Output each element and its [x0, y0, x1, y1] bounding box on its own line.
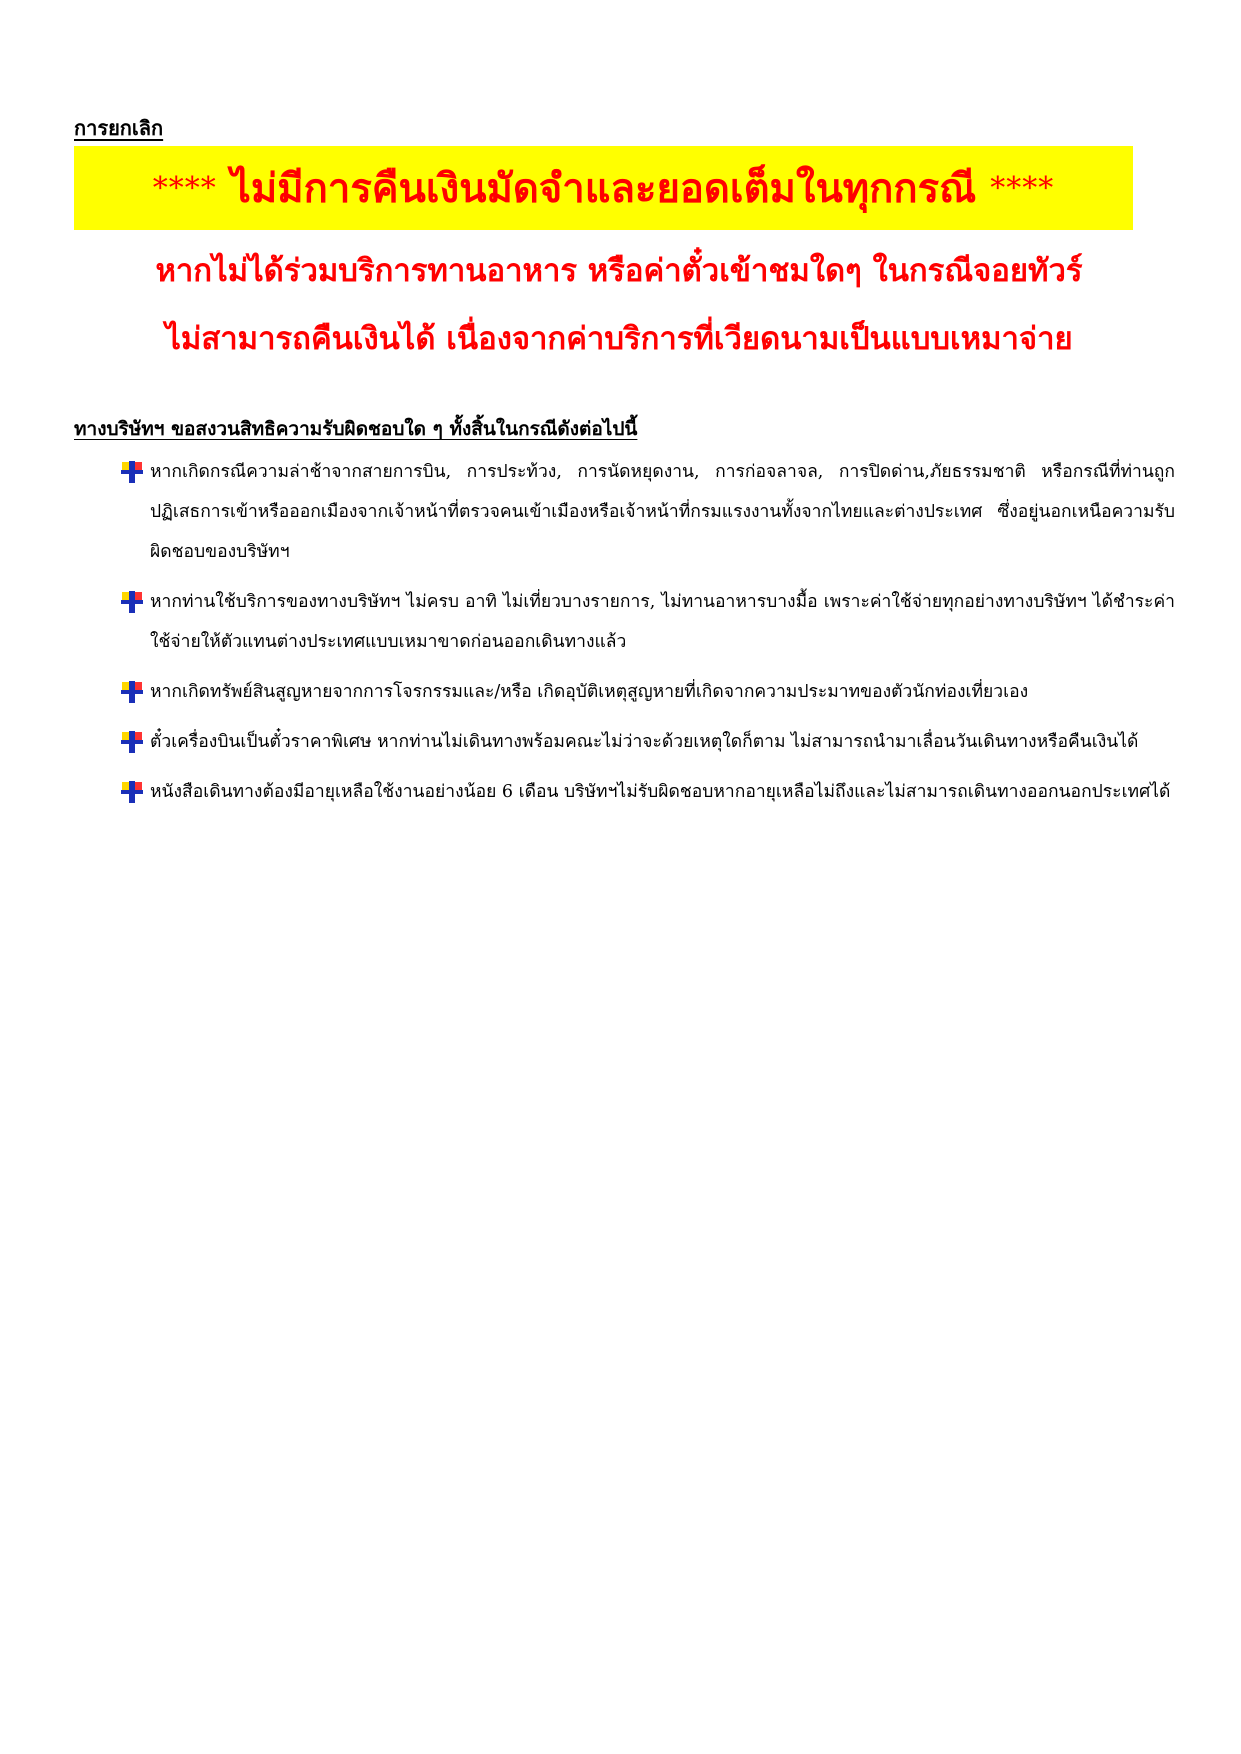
list-item [120, 772, 1175, 812]
list-item [120, 452, 1175, 572]
banner-stars-left: **** [152, 170, 217, 206]
list-item [120, 722, 1175, 762]
disclaimer-list [120, 452, 1175, 822]
banner-stars-right: **** [990, 170, 1055, 206]
plus-bullet-icon [120, 680, 144, 704]
banner-text: ไม่มีการคืนเงินมัดจำและยอดเต็มในทุกกรณี [230, 166, 977, 212]
notice-line-2: ไม่สามารถคืนเงินได้ เนื่องจากค่าบริการที่เวียดนามเป็นแบบเหมาจ่าย [165, 321, 1073, 357]
plus-bullet-icon [120, 730, 144, 754]
list-item-text: ตั๋วเครื่องบินเป็นตั๋วราคาพิเศษ หากท่านไม่เดินทางพร้อมคณะไม่ว่าจะด้วยเหตุใดก็ตาม ไม่สามารถนำมาเลื่อนวันเดินทางหรือคืนเงินได้ [150, 732, 1139, 752]
disclaimer-heading: ทางบริษัทฯ ขอสงวนสิทธิความรับผิดชอบใด ๆ ทั้งสิ้นในกรณีดังต่อไปนี้ [74, 418, 638, 440]
list-item [120, 672, 1175, 712]
list-item-text: หากเกิดทรัพย์สินสูญหายจากการโจรกรรมและ/หรือ เกิดอุบัติเหตุสูญหายที่เกิดจากความประมาทของตัวนักท่องเที่ยวเอง [150, 682, 1029, 702]
plus-bullet-icon [120, 460, 144, 484]
plus-bullet-icon [120, 590, 144, 614]
no-refund-banner [74, 146, 1133, 230]
plus-bullet-icon [120, 780, 144, 804]
notice-line-1: หากไม่ได้ร่วมบริการทานอาหาร หรือค่าตั๋วเข้าชมใดๆ ในกรณีจอยทัวร์ [155, 253, 1083, 289]
list-item [120, 582, 1175, 662]
section-heading-cancellation: การยกเลิก [74, 116, 164, 140]
list-item-text: หนังสือเดินทางต้องมีอายุเหลือใช้งานอย่างน้อย 6 เดือน บริษัทฯไม่รับผิดชอบหากอายุเหลือไม่ถึงและไม่สามารถเดินทางออกนอกประเทศได้ [150, 782, 1171, 802]
list-item-text: หากเกิดกรณีความล่าช้าจากสายการบิน, การประท้วง, การนัดหยุดงาน, การก่อจลาจล, การปิดด่าน,ภัยธรรมชาติ หรือกรณีที่ท่านถูกปฏิเสธการเข้าหรือออกเมืองจากเจ้าหน้าที่ตรวจคนเข้าเมืองหรือเจ้าหน้าที่กรมแรงงานทั้งจากไทยและต่างประเทศ ซึ่งอยู่นอกเหนือความรับผิดชอบของบริษัทฯ [150, 462, 1175, 562]
list-item-text: หากท่านใช้บริการของทางบริษัทฯ ไม่ครบ อาทิ ไม่เที่ยวบางรายการ, ไม่ทานอาหารบางมื้อ เพราะค่าใช้จ่ายทุกอย่างทางบริษัทฯ ได้ชำระค่าใช้จ่ายให้ตัวแทนต่างประเทศแบบเหมาขาดก่อนออกเดินทางแล้ว [150, 592, 1175, 652]
